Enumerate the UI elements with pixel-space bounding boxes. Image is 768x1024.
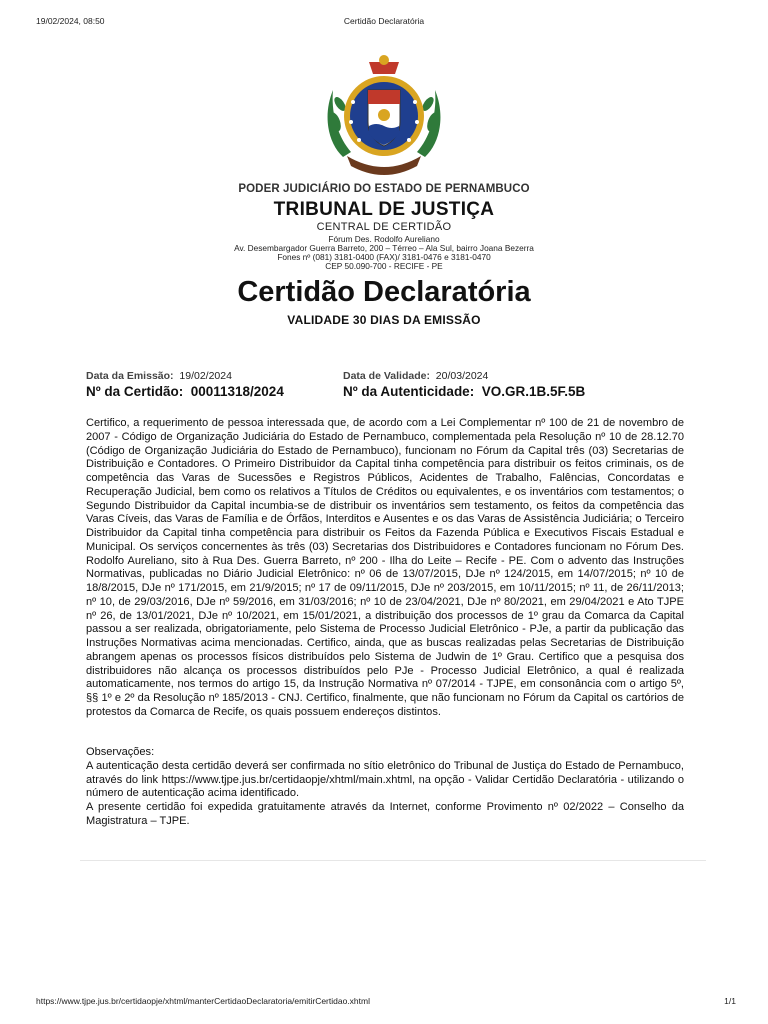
validity-date xyxy=(343,370,488,382)
state-coat-of-arms xyxy=(313,52,455,180)
validity-date-label: Data de Validade: xyxy=(343,370,430,382)
validity-note: VALIDADE 30 DIAS DA EMISSÃO xyxy=(287,313,481,327)
emission-date-value: 19/02/2024 xyxy=(179,370,232,382)
print-url: https://www.tjpe.jus.br/certidaopje/xhtml/manterCertidaoDeclaratoria/emitirCertidao.xhtml xyxy=(36,996,370,1006)
certificate-number-label: Nº da Certidão: xyxy=(86,384,184,399)
bottom-divider xyxy=(80,860,706,861)
observation-authentication: A autenticação desta certidão deverá ser confirmada no sítio eletrônico do Tribunal de Justiça do Estado de Pernambuco, através do link https://www.tjpe.jus.br/certidaopje/xhtml/main.xhtml, na opção - Validar Certidão Declaratória - utilizando o número de autenticação acima identificado. xyxy=(86,759,684,800)
emission-date-label: Data da Emissão: xyxy=(86,370,174,382)
authenticity-number-value: VO.GR.1B.5F.5B xyxy=(481,384,586,399)
court-heading: TRIBUNAL DE JUSTIÇA xyxy=(273,199,495,220)
forum-cep: CEP 50.090-700 - RECIFE - PE xyxy=(325,261,443,271)
central-heading: CENTRAL DE CERTIDÃO xyxy=(316,221,452,233)
forum-address: Av. Desembargador Guerra Barreto, 200 – Térreo – Ala Sul, bairro Joana Bezerra xyxy=(234,243,534,253)
observations-section xyxy=(86,746,684,829)
page-number: 1/1 xyxy=(724,996,736,1006)
certificate-number xyxy=(86,384,284,399)
observations-label: Observações: xyxy=(86,746,155,758)
print-title: Certidão Declaratória xyxy=(343,16,425,26)
print-footer xyxy=(0,996,768,1008)
print-datetime: 19/02/2024, 08:50 xyxy=(36,16,105,26)
emission-date xyxy=(86,370,232,382)
validity-date-value: 20/03/2024 xyxy=(435,370,489,382)
forum-name: Fórum Des. Rodolfo Aureliano xyxy=(328,234,440,244)
certificate-body: Certifico, a requerimento de pessoa interessada que, de acordo com a Lei Complementar nº 100 de 21 de novembro de 2007 - Código de Organização Judiciária do Estado de Pernambuco, complementada pela Resolução nº 10 de 28.12.70 (Código de Organização Judiciária do Estado de Pernambuco), funcionam no Fórum da Capital três (03) Secretarias de Distribuição e Contadores. O Primeiro Distribuidor da Capital tinha competência para distribuir os feitos criminais, os de competência das Varas de Sucessões e Registros Públicos, Acidentes de Trabalho, Falências, Concordatas e Recuperação Judicial, bem como os relativos a Títulos de Créditos ou equivalentes, e os inventários com testamentos; o Segundo Distribuidor da Capital incumbia-se de distribuir os inventários sem testamento, os feitos da competência das Varas Cíveis, das Varas de Família e de Órfãos, Interditos e Ausentes e os das Varas de Assistência Judiciária; o Terceiro Distribuidor da Capital tinha competência para distribuir os Feitos da Fazenda Pública e Executivos Fiscais Estadual e Municipal. Os serviços concernentes às três (03) Secretarias dos Distribuidores e Contadores funcionam no Fórum Des. Rodolfo Aureliano, sito à Rua Des. Guerra Barreto, nº 200 - Ilha do Leite – Recife - PE. Com o advento das Instruções Normativas, publicadas no Diário Judicial Eletrônico: nº 06 de 13/07/2015, DJe nº 124/2015, em 14/07/2015; nº 10 de 18/8/2015, DJe nº 171/2015, em 21/9/2015; nº 17 de 09/11/2015, DJe nº 203/2015, em 10/11/2015; nº 11, de 26/11/2013; nº 10, de 29/03/2016, DJe nº 59/2016, em 31/03/2016; nº 10 de 23/04/2021, DJe nº 80/2021, em 29/04/2021 e Ato TJPE nº 26, de 13/01/2021, DJe nº 10/2021, em 15/01/2021, a distribuição dos processos de 1º grau da Comarca da Capital passou a ser realizada, obrigatoriamente, pelo Sistema de Processo Judicial Eletrônico - PJe, a partir da publicação das Instruções Normativas acima mencionadas. Certifico, ainda, que as buscas realizadas pelas Secretarias de Distribuição abrangem apenas os processos físicos distribuídos pelo Sistema de Judwin de 1º Grau. Certifico que a pesquisa dos distribuidores não alcança os processos distribuídos pelo PJe - Processo Judicial Eletrônico, a qual é realizada automaticamente, nos termos do artigo 15, da Instrução Normativa nº 07/2014 - TJPE, em consonância com o artigo 5º, §§ 1º e 2º da Resolução nº 185/2013 - CNJ. Certifico, finalmente, que não funcionam no Fórum da Capital os cartórios de protestos da Comarca de Recife, os quais possuem endereços distintos. xyxy=(86,417,684,718)
crest-ribbon xyxy=(347,156,421,175)
observation-free-issue: A presente certidão foi expedida gratuitamente através da Internet, conforme Provimento nº 02/2022 – Conselho da Magistratura – TJPE. xyxy=(86,801,684,827)
authenticity-number xyxy=(343,384,585,399)
forum-phones: Fones nº (081) 3181-0400 (FAX)/ 3181-0476 e 3181-0470 xyxy=(277,252,491,262)
document-title: Certidão Declaratória xyxy=(237,276,531,308)
certificate-number-value: 00011318/2024 xyxy=(190,384,284,399)
judiciary-power-heading: PODER JUDICIÁRIO DO ESTADO DE PERNAMBUCO xyxy=(238,183,530,195)
print-header xyxy=(0,16,768,28)
authenticity-number-label: Nº da Autenticidade: xyxy=(343,384,475,399)
